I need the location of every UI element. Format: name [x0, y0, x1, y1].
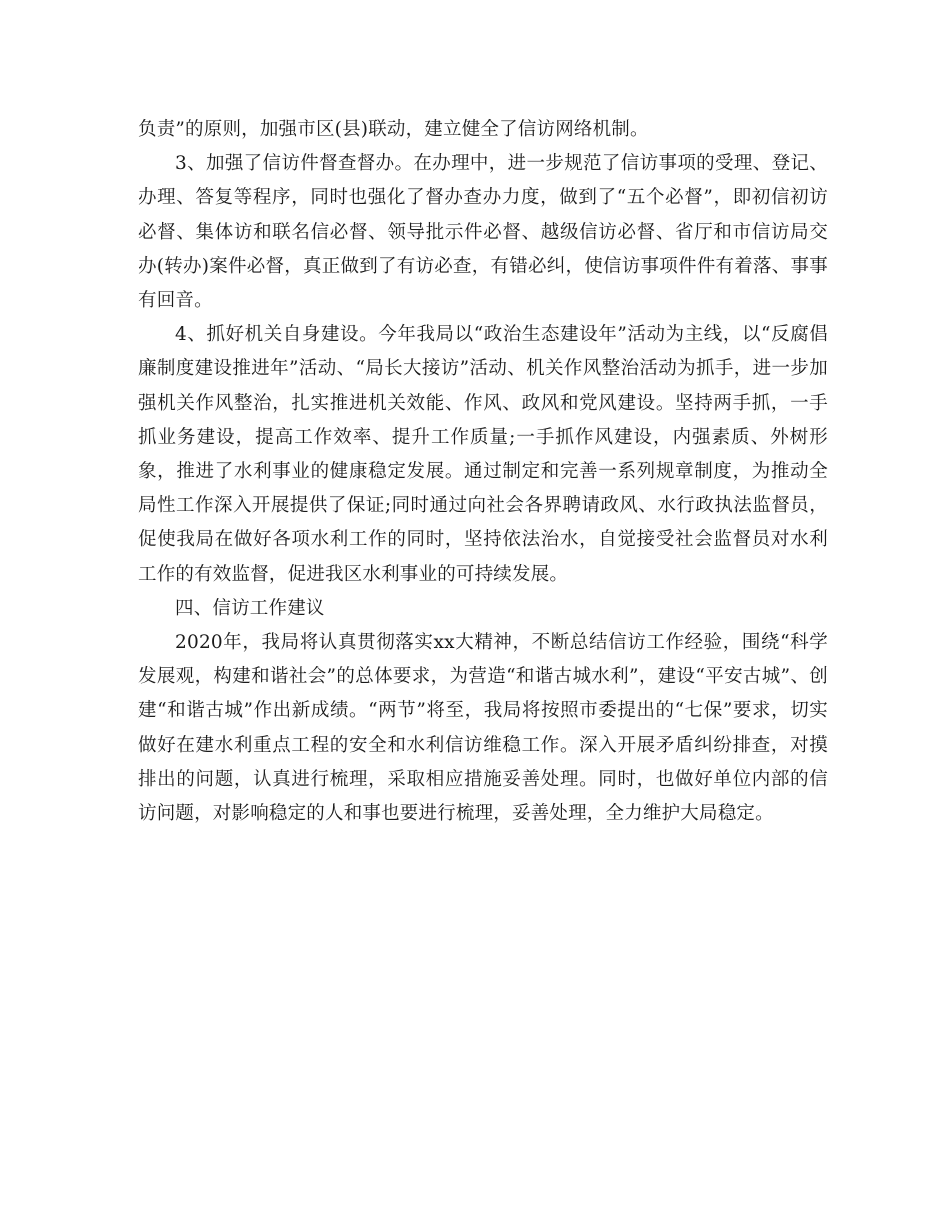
section-heading-recommendations: 四、信访工作建议 [175, 597, 325, 619]
document-body [138, 113, 828, 831]
paragraph-2020-plan: 2020年，我局将认真贯彻落实xx大精神，不断总结信访工作经验，围绕“科学发展观，构建和谐社会”的总体要求，为营造“和谐古城水利”，建设“平安古城”、创建“和谐古城”作出新成绩。“两节”将至，我局将按照市委提出的“七保”要求，切实做好在建水利重点工程的安全和水利信访维稳工作。深入开展矛盾纠纷排查，对摸排出的问题，认真进行梳理，采取相应措施妥善处理。同时，也做好单位内部的信访问题，对影响稳定的人和事也要进行梳理，妥善处理，全力维护大局稳定。 [138, 632, 828, 825]
paragraph-item-3-supervision: 3、加强了信访件督查督办。在办理中，进一步规范了信访事项的受理、登记、办理、答复等程序，同时也强化了督办查办力度，做到了“五个必督”，即初信初访必督、集体访和联名信必督、领导批示件必督、越级信访必督、省厅和市信访局交办(转办)案件必督，真正做到了有访必查，有错必纠，使信访事项件件有着落、事事有回音。 [138, 153, 828, 312]
paragraph-continuation: 负责”的原则，加强市区(县)联动，建立健全了信访网络机制。 [138, 119, 649, 140]
paragraph-item-4-self-building: 4、抓好机关自身建设。今年我局以“政治生态建设年”活动为主线，以“反腐倡廉制度建设推进年”活动、“局长大接访”活动、机关作风整治活动为抓手，进一步加强机关作风整治，扎实推进机关效能、作风、政风和党风建设。坚持两手抓，一手抓业务建设，提高工作效率、提升工作质量;一手抓作风建设，内强素质、外树形象，推进了水利事业的健康稳定发展。通过制定和完善一系列规章制度，为推动全局性工作深入开展提供了保证;同时通过向社会各界聘请政风、水行政执法监督员，促使我局在做好各项水利工作的同时，坚持依法治水，自觉接受社会监督员对水利工作的有效监督，促进我区水利事业的可持续发展。 [138, 324, 828, 585]
